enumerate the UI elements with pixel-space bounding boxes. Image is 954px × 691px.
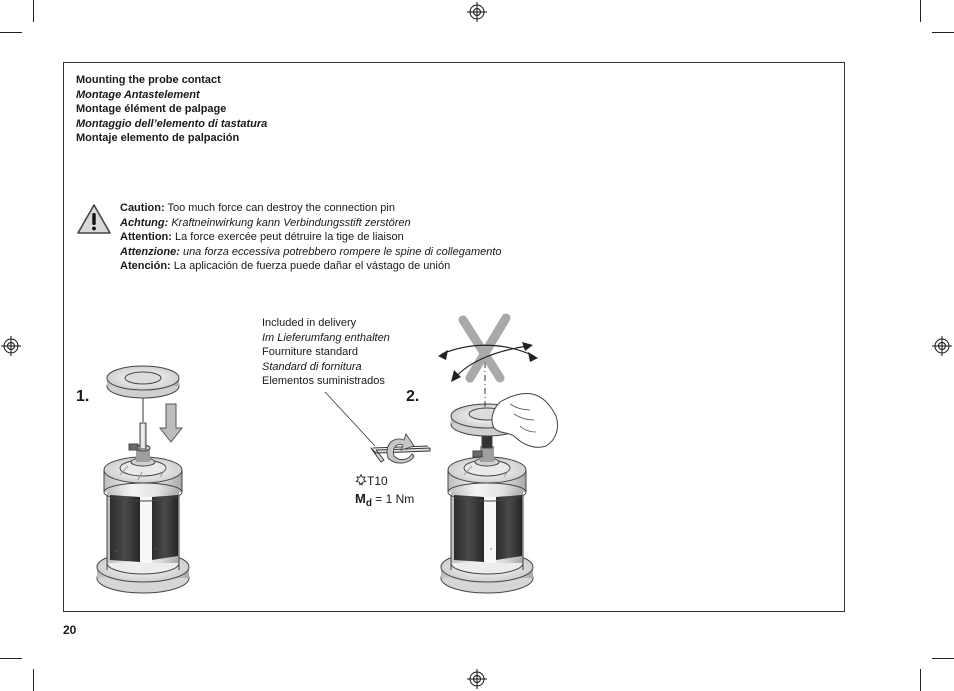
registration-mark: [467, 2, 487, 22]
delivery-note: [262, 316, 390, 389]
delivery-it: Standard di fornitura: [262, 360, 362, 373]
registration-mark: [467, 669, 487, 689]
caution-text: Too much force can destroy the connection pin: [164, 202, 395, 214]
tool-size: T10: [367, 474, 388, 488]
down-arrow-icon: [160, 404, 182, 442]
leader-line: [325, 392, 375, 446]
caution-text: una forza eccessiva potrebbero rompere le spine di collegamento: [179, 245, 502, 258]
title-en: Mounting the probe contact: [76, 74, 221, 86]
title-de: Montage Antastelement: [76, 88, 200, 101]
delivery-en: Included in delivery: [262, 317, 357, 329]
title-it: Montaggio dell’elemento di tastatura: [76, 117, 268, 130]
stylus-disk-step1: [107, 366, 179, 398]
delivery-fr: Fourniture standard: [262, 346, 358, 358]
prohibited-cross-icon: [463, 318, 506, 378]
caution-label: Attention:: [120, 231, 172, 243]
torque-line: [355, 490, 414, 512]
title-fr: Montage élément de palpage: [76, 103, 227, 115]
torque-symbol: M: [355, 491, 366, 506]
registration-mark: [932, 336, 952, 356]
hand-illustration: [492, 393, 558, 447]
tool-spec: [355, 473, 414, 512]
caution-label: Achtung:: [120, 216, 169, 229]
caution-text: Kraftneinwirkung kann Verbindungsstift zerstören: [168, 216, 411, 229]
caution-label: Attenzione:: [120, 245, 180, 258]
title-es: Montaje elemento de palpación: [76, 132, 240, 144]
probe-body-step1: [97, 423, 189, 593]
torx-icon: [355, 474, 367, 486]
tool-size-line: [355, 473, 414, 490]
probe-body-step2: [441, 432, 533, 593]
torque-value: = 1 Nm: [371, 492, 415, 506]
page-number: 20: [63, 623, 77, 637]
step-2-label: 2.: [406, 388, 420, 405]
caution-label: Caution:: [120, 202, 165, 214]
torque-subscript: d: [365, 498, 372, 509]
delivery-es: Elementos suministrados: [262, 375, 385, 387]
caution-label: Atención:: [120, 260, 171, 272]
registration-mark: [1, 336, 21, 356]
delivery-de: Im Lieferumfang enthalten: [262, 331, 390, 344]
caution-text: La force exercée peut détruire la tige de liaison: [171, 231, 404, 243]
caution-text: La aplicación de fuerza puede dañar el vástago de unión: [170, 260, 451, 272]
step-1-label: 1.: [76, 388, 90, 405]
